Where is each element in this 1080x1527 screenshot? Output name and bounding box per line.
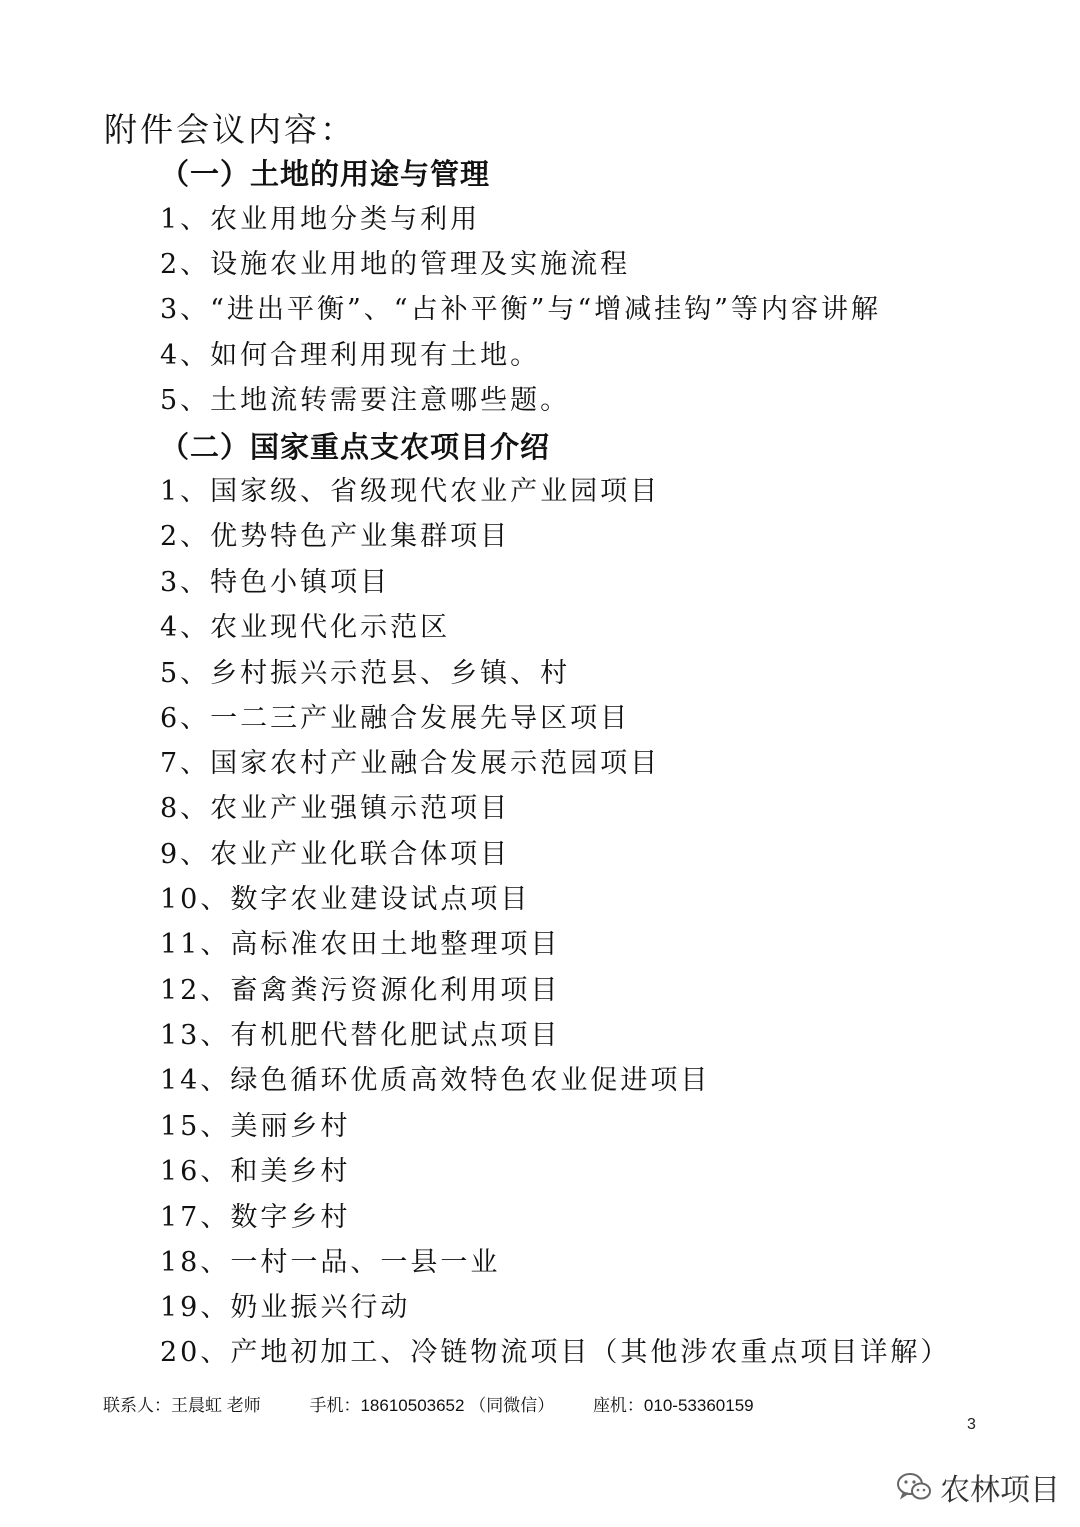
list-item: 8、农业产业强镇示范项目 [160,793,511,824]
list-item: 20、产地初加工、冷链物流项目（其他涉农重点项目详解） [160,1337,951,1368]
list-item: 13、有机肥代替化肥试点项目 [160,1020,561,1051]
list-item: 12、畜禽粪污资源化利用项目 [160,975,561,1006]
list-item: 1、国家级、省级现代农业产业园项目 [160,476,661,507]
section-heading-land: （一）土地的用途与管理 [160,157,491,191]
watermark [896,1465,1060,1509]
document-title: 附件会议内容： [104,110,356,149]
list-item: 4、如何合理利用现有土地。 [160,340,541,371]
list-item: 19、奶业振兴行动 [160,1292,411,1323]
list-item: 5、土地流转需要注意哪些题。 [160,385,571,416]
watermark-text: 农林项目 [940,1473,1060,1508]
list-item: 3、“进出平衡”、“占补平衡”与“增减挂钩”等内容讲解 [160,294,881,325]
page-number: 3 [967,1416,976,1433]
list-item: 15、美丽乡村 [160,1111,351,1142]
list-item: 9、农业产业化联合体项目 [160,839,511,870]
list-item: 2、设施农业用地的管理及实施流程 [160,249,631,280]
list-item: 5、乡村振兴示范县、乡镇、村 [160,658,571,689]
list-item: 1、农业用地分类与利用 [160,204,481,235]
contact-mobile: 手机：18610503652 （同微信） [309,1396,555,1415]
wechat-icon [896,1471,932,1503]
list-item: 2、优势特色产业集群项目 [160,521,511,552]
list-item: 17、数字乡村 [160,1202,351,1233]
list-item: 4、农业现代化示范区 [160,612,451,643]
contact-person: 联系人：王晨虹 老师 [103,1396,261,1415]
list-item: 7、国家农村产业融合发展示范园项目 [160,748,661,779]
section-heading-projects: （二）国家重点支农项目介绍 [160,430,551,464]
contact-footer [103,1394,754,1418]
contact-phone: 座机：010-53360159 [592,1396,754,1415]
list-item: 14、绿色循环优质高效特色农业促进项目 [160,1065,711,1096]
list-item: 16、和美乡村 [160,1156,351,1187]
list-item: 10、数字农业建设试点项目 [160,884,531,915]
list-item: 6、一二三产业融合发展先导区项目 [160,703,631,734]
list-item: 11、高标准农田土地整理项目 [160,929,561,960]
list-item: 18、一村一品、一县一业 [160,1247,501,1278]
list-item: 3、特色小镇项目 [160,567,391,598]
